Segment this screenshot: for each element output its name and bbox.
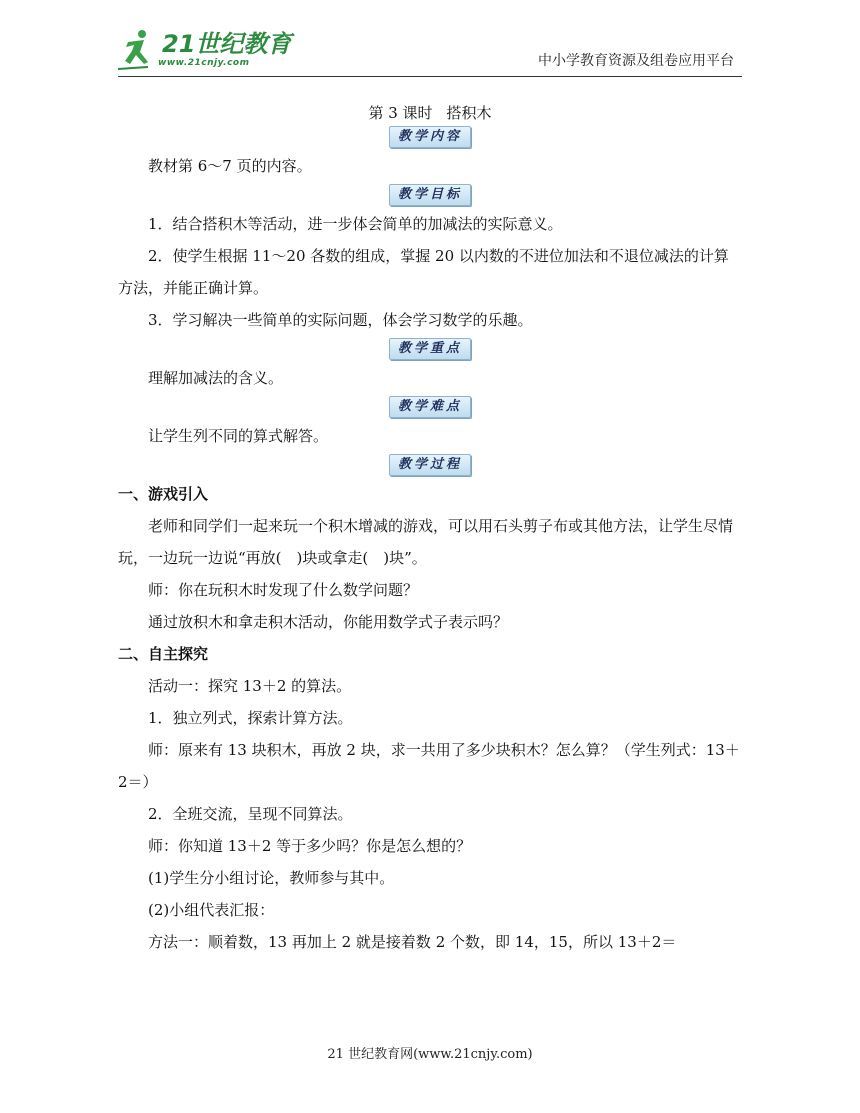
goal-item: 1．结合搭积木等活动，进一步体会简单的加减法的实际意义。	[148, 215, 563, 233]
paragraph: 师：你在玩积木时发现了什么数学问题？	[148, 581, 419, 599]
logo	[118, 28, 298, 74]
badge-teaching-key: 教学重点	[389, 338, 471, 360]
key-text: 理解加减法的含义。	[148, 369, 284, 387]
badge-teaching-content: 教学内容	[389, 126, 471, 148]
badge-row-difficulty	[118, 394, 742, 420]
page-header	[0, 0, 860, 80]
goal-item: 3．学习解决一些简单的实际问题，体会学习数学的乐趣。	[148, 311, 533, 329]
badge-teaching-goals: 教学目标	[389, 184, 471, 206]
paragraph: (2)小组代表汇报：	[148, 901, 275, 919]
paragraph: 1．独立列式，探索计算方法。	[148, 709, 353, 727]
lesson-number: 第 3 课时	[368, 104, 433, 122]
section-heading: 二、自主探究	[118, 645, 209, 663]
logo-title: 21世纪教育	[162, 30, 292, 58]
document-body	[118, 96, 742, 958]
badge-teaching-process: 教学过程	[389, 454, 471, 476]
paragraph: 师：你知道 13＋2 等于多少吗？你是怎么想的？	[148, 837, 472, 855]
paragraph: 老师和同学们一起来玩一个积木增减的游戏，可以用石头剪子布或其他方法，让学生尽情玩，一边玩一边说“再放( )块或拿走( )块”。	[118, 517, 734, 567]
badge-row-key	[118, 336, 742, 362]
lesson-name: 搭积木	[446, 104, 492, 122]
paragraph: 方法一：顺着数，13 再加上 2 就是接着数 2 个数，即 14，15，所以 13＋2＝	[148, 933, 677, 951]
logo-url: www.21cnjy.com	[158, 58, 250, 68]
content-text: 教材第 6～7 页的内容。	[148, 157, 312, 175]
goal-item: 2．使学生根据 11～20 各数的组成，掌握 20 以内数的不进位加法和不退位减法的计算方法，并能正确计算。	[118, 247, 729, 297]
paragraph: 2．全班交流，呈现不同算法。	[148, 805, 353, 823]
paragraph: 通过放积木和拿走积木活动，你能用数学式子表示吗？	[148, 613, 509, 631]
paragraph: 活动一：探究 13＋2 的算法。	[148, 677, 352, 695]
header-platform-text: 中小学教育资源及组卷应用平台	[538, 53, 734, 69]
difficulty-text: 让学生列不同的算式解答。	[148, 427, 329, 445]
paragraph: 师：原来有 13 块积木，再放 2 块，求一共用了多少块积木？怎么算？（学生列式：13＋2＝）	[118, 741, 740, 791]
lesson-title	[118, 102, 742, 124]
runner-logo-icon	[118, 28, 156, 70]
paragraph: (1)学生分小组讨论，教师参与其中。	[148, 869, 395, 887]
badge-row-content	[118, 124, 742, 150]
badge-teaching-difficulty: 教学难点	[389, 396, 471, 418]
badge-row-goals	[118, 182, 742, 208]
section-heading: 一、游戏引入	[118, 485, 209, 503]
header-divider	[118, 76, 742, 77]
page-footer: 21 世纪教育网(www.21cnjy.com)	[327, 1047, 533, 1062]
badge-row-process	[118, 452, 742, 478]
